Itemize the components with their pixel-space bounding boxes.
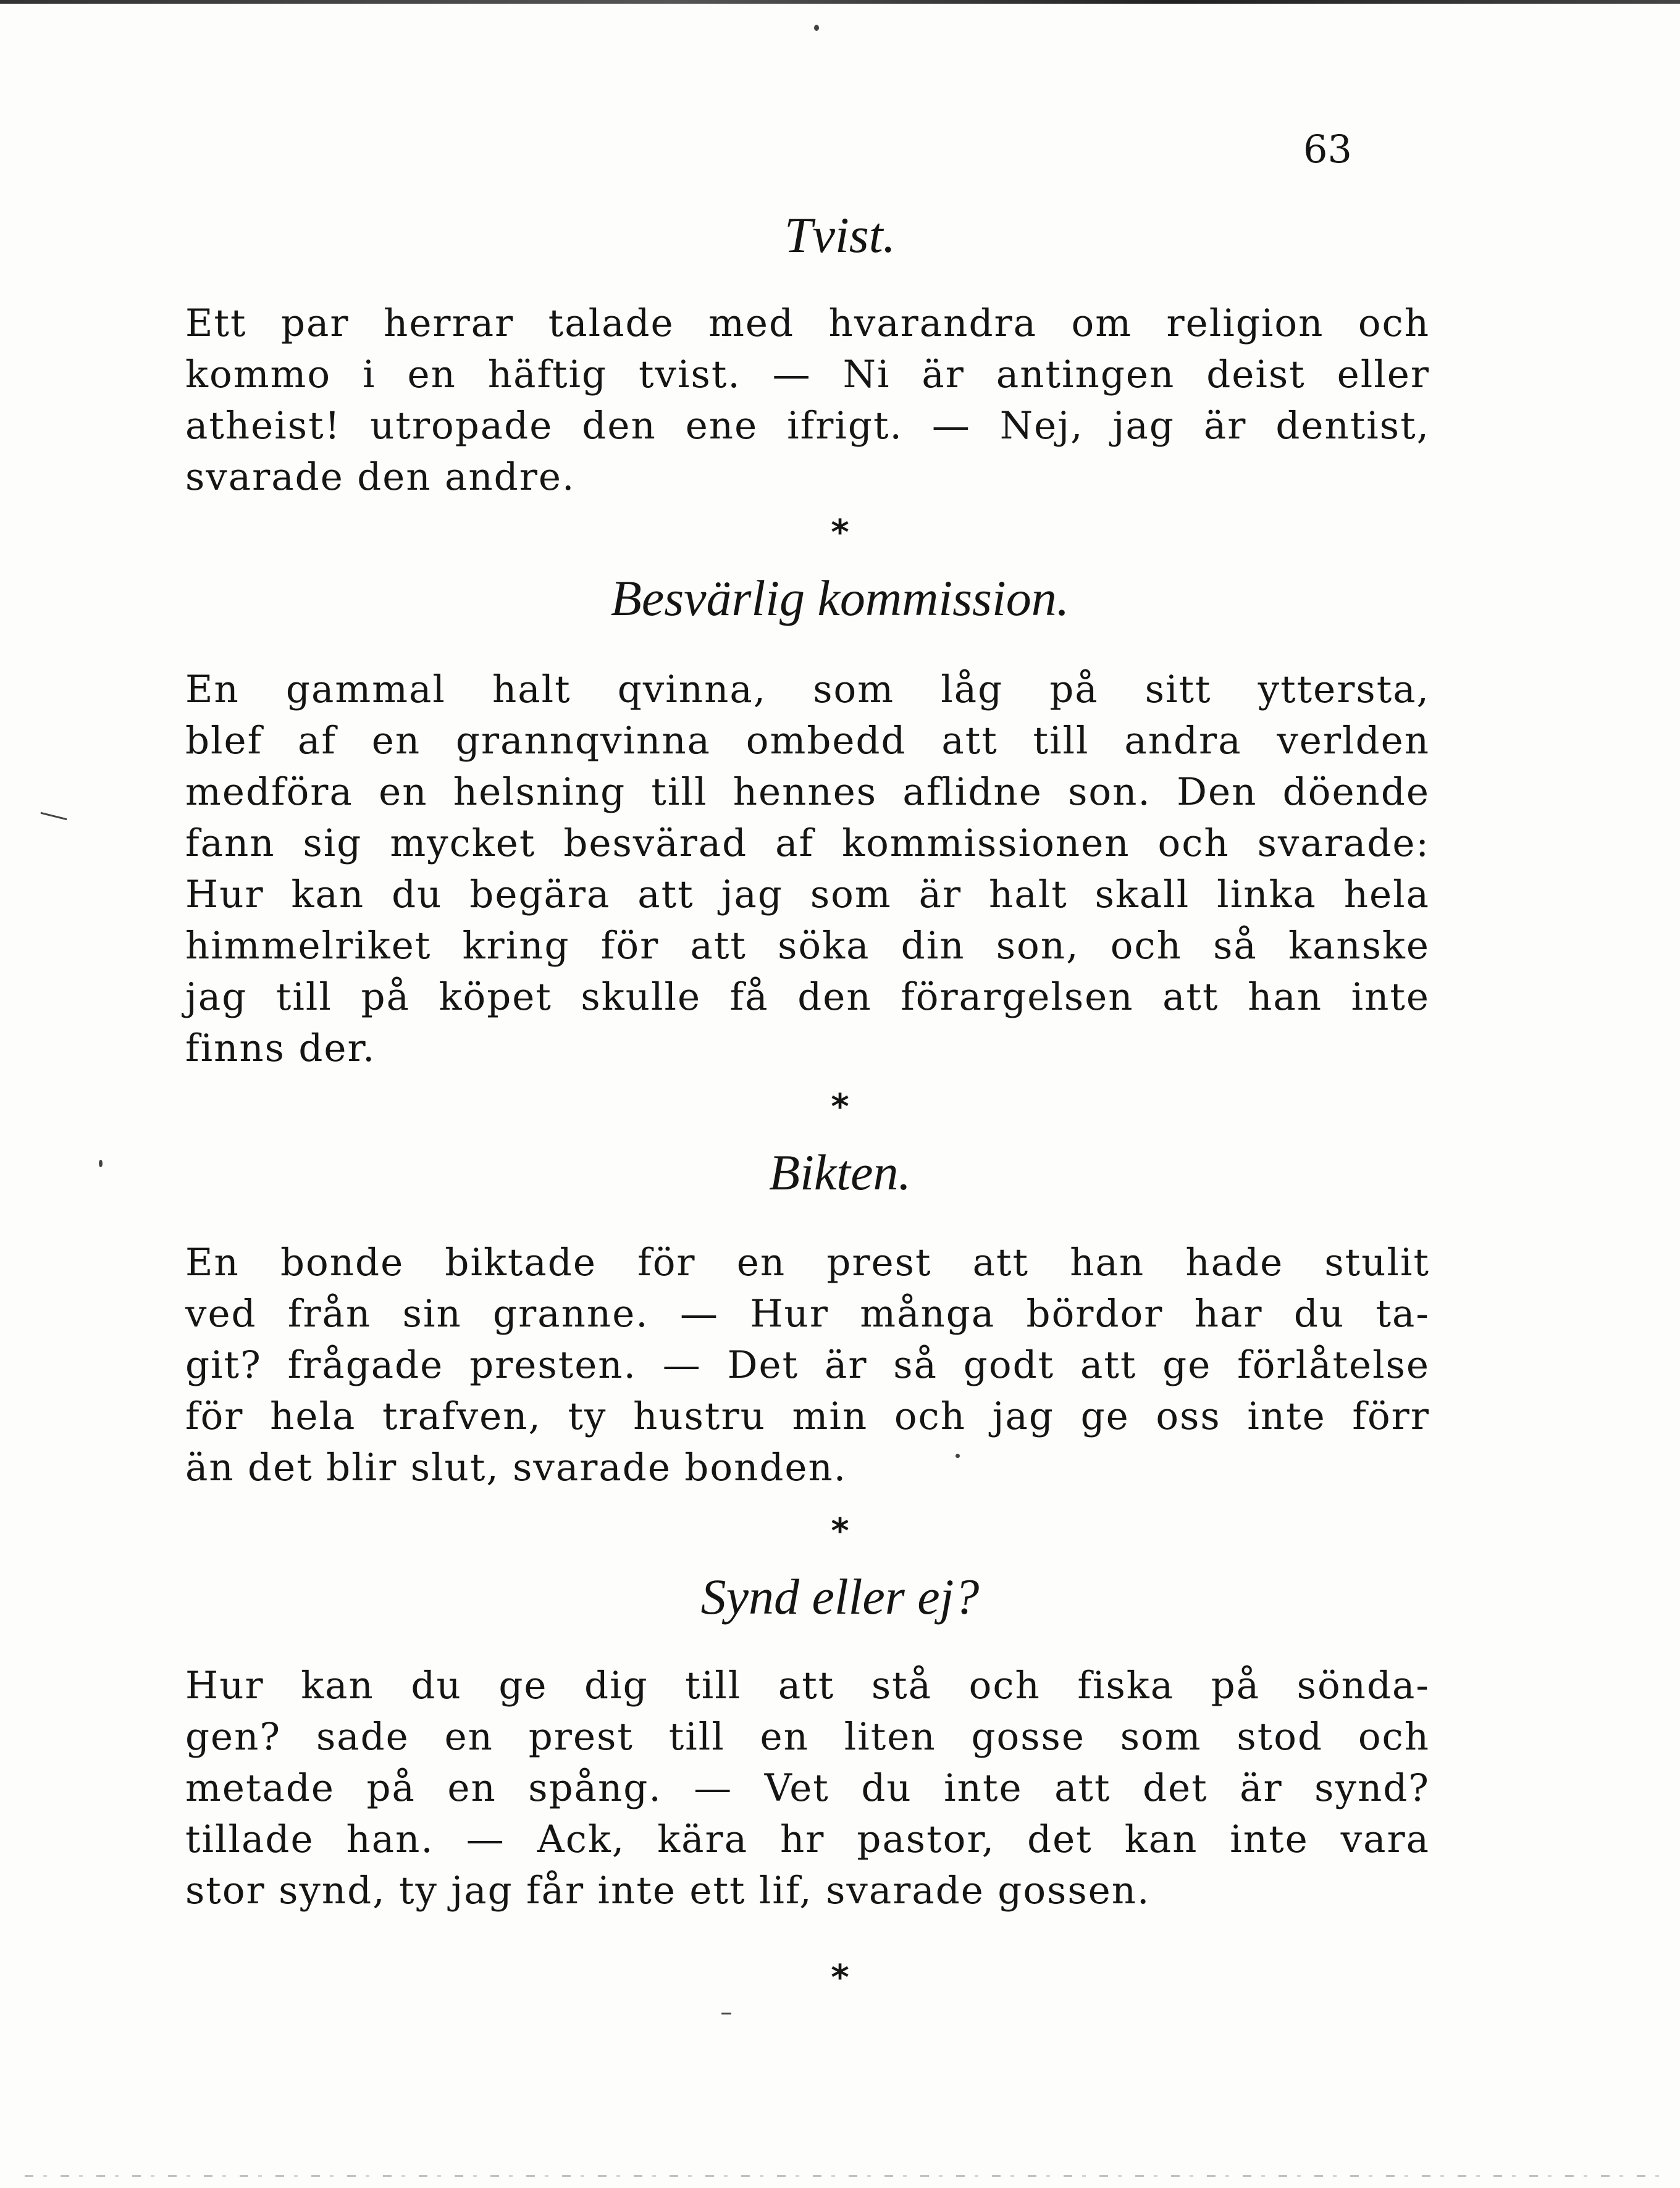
text-line: gen? sade en prest till en liten gosse som stod och (185, 1715, 1430, 1759)
section-separator: * (831, 1958, 849, 1998)
page-number: 63 (1303, 127, 1352, 172)
section-title-besvarlig-kommission: Besvärlig kommission. (610, 570, 1070, 626)
text-line: finns der. (185, 1026, 376, 1070)
section-title-tvist: Tvist. (784, 207, 896, 263)
paragraph-tvist (185, 298, 1430, 503)
text-line: En bonde biktade för en prest att han hade stulit (185, 1241, 1430, 1285)
text-line: än det blir slut, svarade bonden. (185, 1446, 847, 1490)
text-line: Ett par herrar talade med hvarandra om religion och (185, 301, 1430, 345)
text-line: En gammal halt qvinna, som låg på sitt yttersta, (185, 668, 1430, 711)
top-edge-rule (0, 0, 1680, 4)
section-separator: * (831, 1511, 849, 1551)
section-title-bikten: Bikten. (769, 1144, 911, 1201)
scan-speck (814, 25, 819, 31)
section-separator: * (831, 1087, 849, 1127)
text-line: fann sig mycket besvärad af kommissionen och svarade: (185, 821, 1430, 865)
scan-speck (721, 2013, 731, 2014)
paragraph-besvarlig-kommission (185, 664, 1430, 1074)
paragraph-synd-eller-ej (185, 1660, 1430, 1916)
text-line: blef af en grannqvinna ombedd att till andra verlden (185, 719, 1430, 763)
text-line: stor synd, ty jag får inte ett lif, svarade gossen. (185, 1869, 1151, 1913)
text-line: metade på en spång. — Vet du inte att det är synd? (185, 1766, 1430, 1810)
text-line: svarade den andre. (185, 455, 576, 499)
scan-speck (99, 1160, 103, 1167)
text-line: atheist! utropade den ene ifrigt. — Nej, jag är dentist, (185, 404, 1430, 448)
text-line: jag till på köpet skulle få den förargelsen att han inte (185, 975, 1430, 1019)
text-line: Hur kan du ge dig till att stå och fiska på sönda- (185, 1664, 1430, 1708)
section-title-synd-eller-ej: Synd eller ej? (700, 1569, 980, 1625)
text-line: himmelriket kring för att söka din son, och så kanske (185, 924, 1430, 968)
text-line: medföra en helsning till hennes aflidne son. Den döende (185, 770, 1430, 814)
bottom-edge-noise (25, 2175, 1668, 2177)
text-line: kommo i en häftig tvist. — Ni är antingen deist eller (185, 353, 1430, 396)
scan-speck (40, 812, 67, 821)
scan-speck (956, 1454, 960, 1458)
text-line: för hela trafven, ty hustru min och jag ge oss inte förr (185, 1394, 1430, 1438)
text-line: ved från sin granne. — Hur många bördor har du ta- (185, 1292, 1430, 1336)
section-separator: * (831, 513, 849, 553)
paragraph-bikten (185, 1237, 1430, 1493)
text-line: tillade han. — Ack, kära hr pastor, det kan inte vara (185, 1817, 1430, 1861)
text-line: Hur kan du begära att jag som är halt skall linka hela (185, 873, 1430, 916)
text-line: git? frågade presten. — Det är så godt att ge förlåtelse (185, 1343, 1430, 1387)
